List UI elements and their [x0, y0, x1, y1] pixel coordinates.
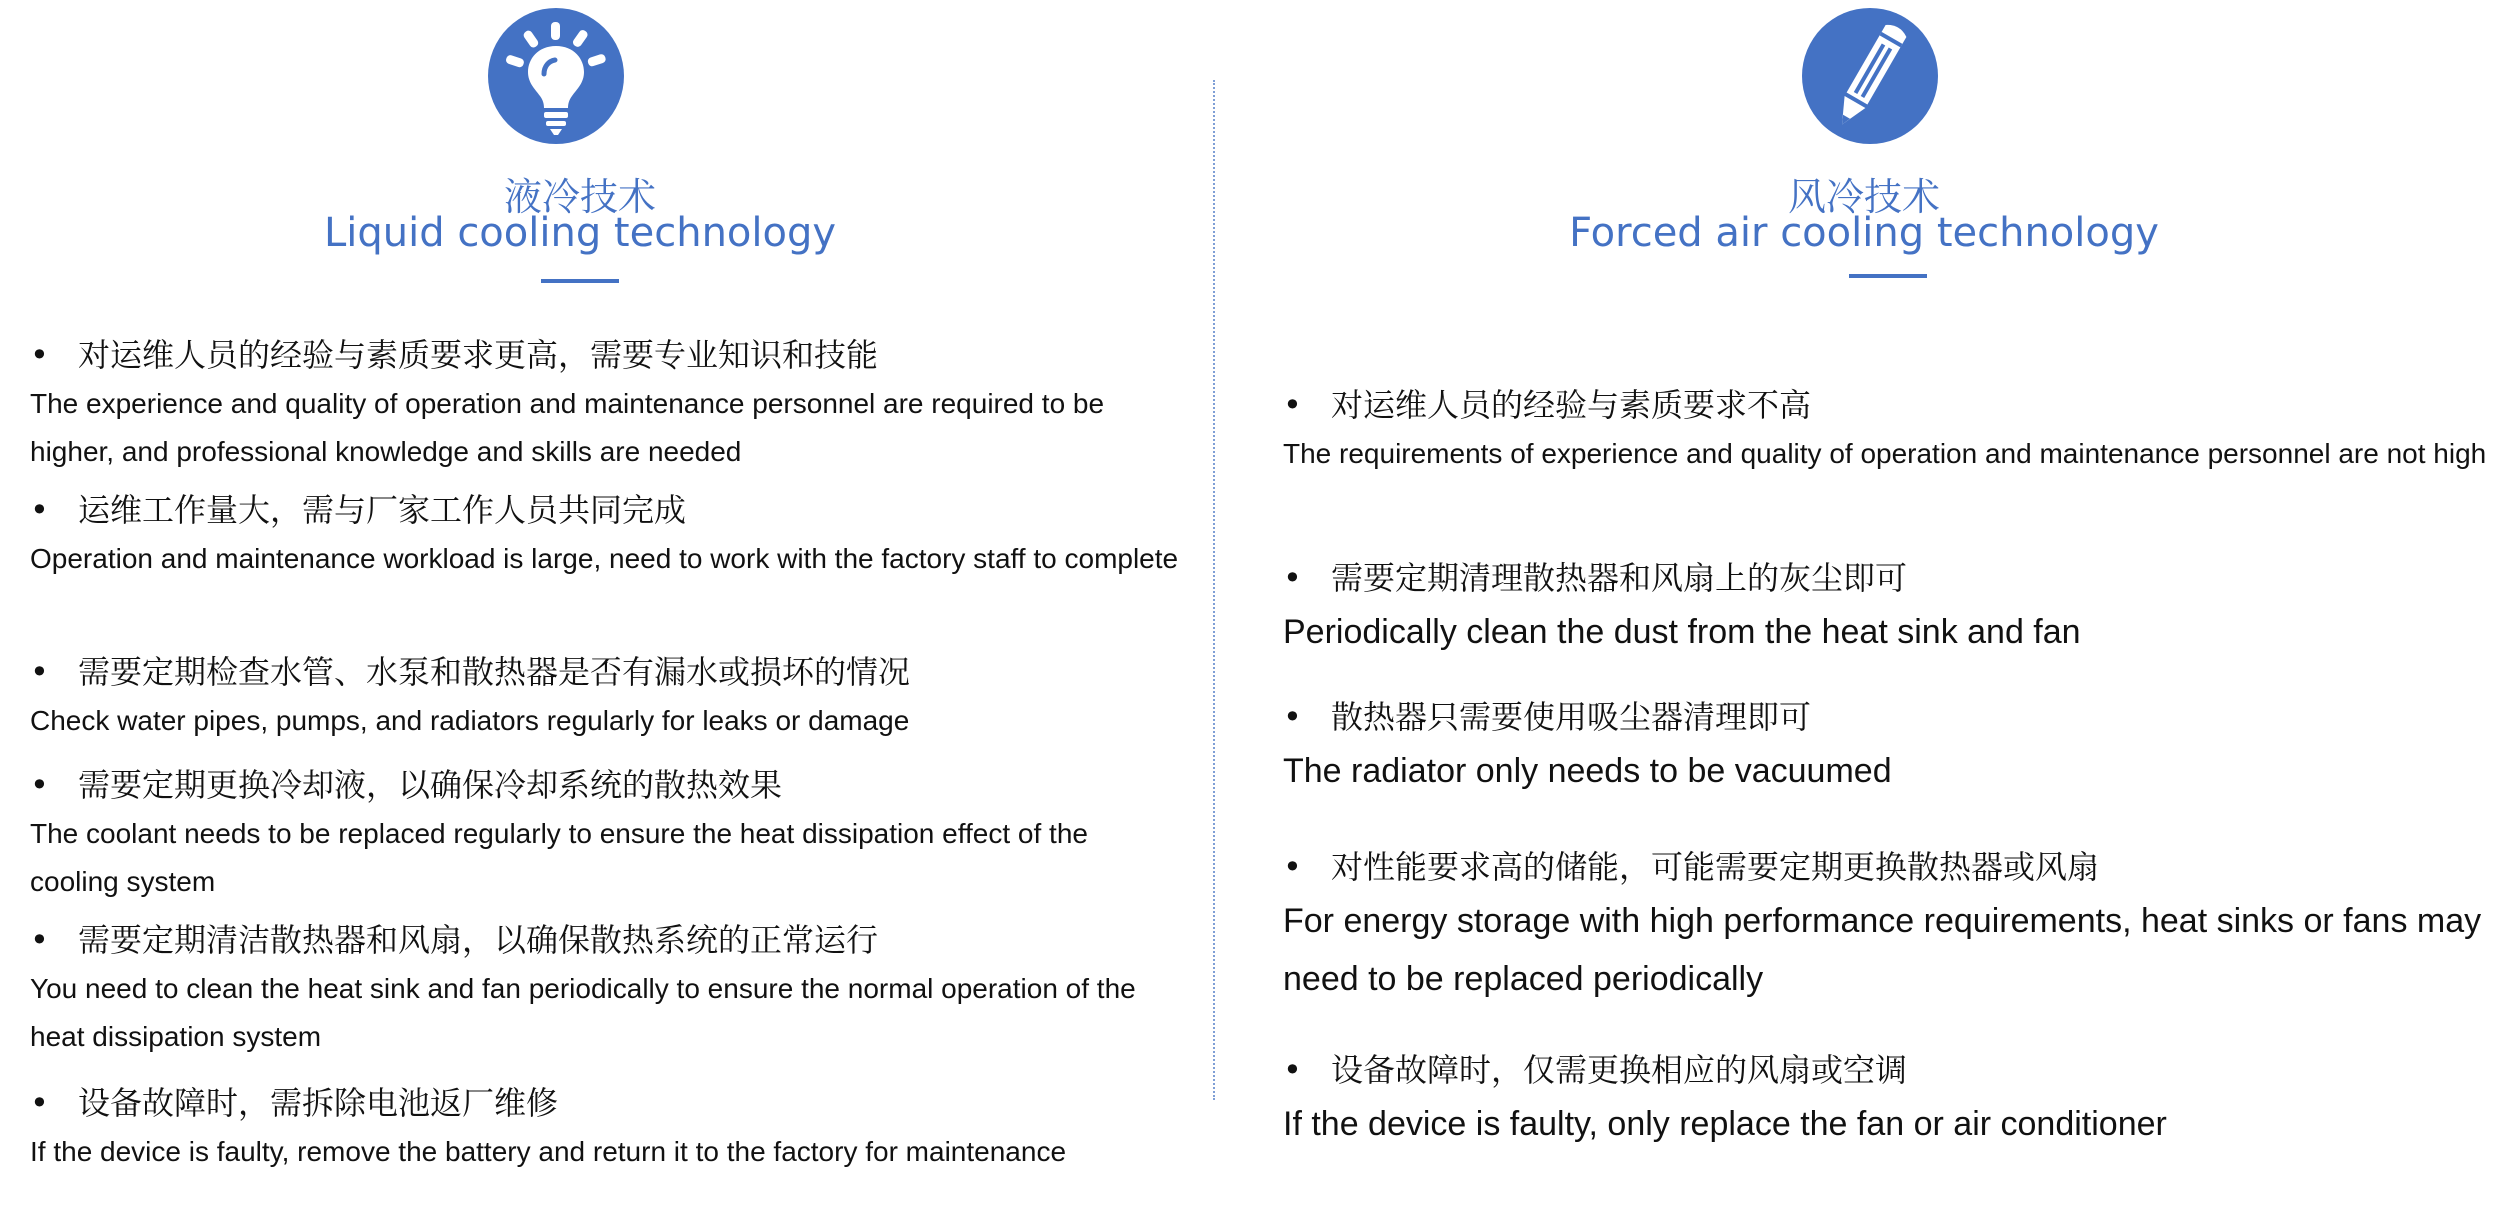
- list-item-description: The coolant needs to be replaced regularly to ensure the heat dissipation effect of the cooling system: [30, 818, 1088, 897]
- air-cooling-title-zh: 风冷技术: [1787, 175, 1940, 219]
- list-item-description: The radiator only needs to be vacuumed: [1283, 752, 1892, 790]
- list-item-bullet: • 需要定期清理散热器和风扇上的灰尘即可: [1283, 559, 1908, 597]
- list-item-bullet: • 对性能要求高的储能，可能需要定期更换散热器或风扇: [1283, 848, 2100, 886]
- liquid-cooling-title-en: Liquid cooling technology: [323, 210, 837, 256]
- title-underline: [1849, 274, 1927, 278]
- list-item-bullet: • 需要定期更换冷却液，以确保冷却系统的散热效果: [30, 766, 783, 804]
- list-item-description: You need to clean the heat sink and fan periodically to ensure the normal operation of the heat dissipation system: [30, 973, 1136, 1052]
- lightbulb-icon: [488, 8, 624, 144]
- list-item-bullet: • 对运维人员的经验与素质要求不高: [1283, 386, 1812, 424]
- list-item-description: If the device is faulty, only replace the fan or air conditioner: [1283, 1105, 2167, 1143]
- list-item-bullet: • 运维工作量大，需与厂家工作人员共同完成: [30, 491, 687, 529]
- column-divider: [1213, 80, 1215, 1100]
- list-item-description: If the device is faulty, remove the battery and return it to the factory for maintenance: [30, 1136, 1067, 1167]
- list-item-description: Periodically clean the dust from the heat sink and fan: [1283, 613, 2081, 651]
- title-underline: [541, 279, 619, 283]
- list-item-bullet: • 设备故障时，需拆除电池返厂维修: [30, 1084, 559, 1122]
- list-item-description: The experience and quality of operation and maintenance personnel are required to be higher, and professional knowledge and skills are needed: [30, 388, 1105, 467]
- list-item-description: For energy storage with high performance requirements, heat sinks or fans may need to be replaced periodically: [1283, 902, 2482, 998]
- list-item-bullet: • 对运维人员的经验与素质要求更高，需要专业知识和技能: [30, 336, 879, 374]
- list-item-bullet: • 需要定期检查水管、水泵和散热器是否有漏水或损坏的情况: [30, 653, 911, 691]
- list-item-bullet: • 设备故障时，仅需更换相应的风扇或空调: [1283, 1051, 1908, 1089]
- list-item-bullet: • 需要定期清洁散热器和风扇，以确保散热系统的正常运行: [30, 921, 879, 959]
- pencil-icon: [1802, 8, 1938, 144]
- list-item-description: Check water pipes, pumps, and radiators regularly for leaks or damage: [30, 705, 910, 736]
- list-item-description: Operation and maintenance workload is large, need to work with the factory staff to complete: [30, 543, 1179, 574]
- liquid-cooling-title-zh: 液冷技术: [503, 175, 656, 219]
- list-item-description: The requirements of experience and quality of operation and maintenance personnel are not high: [1283, 438, 2487, 469]
- list-item-bullet: • 散热器只需要使用吸尘器清理即可: [1283, 698, 1812, 736]
- air-cooling-title-en: Forced air cooling technology: [1569, 210, 2159, 256]
